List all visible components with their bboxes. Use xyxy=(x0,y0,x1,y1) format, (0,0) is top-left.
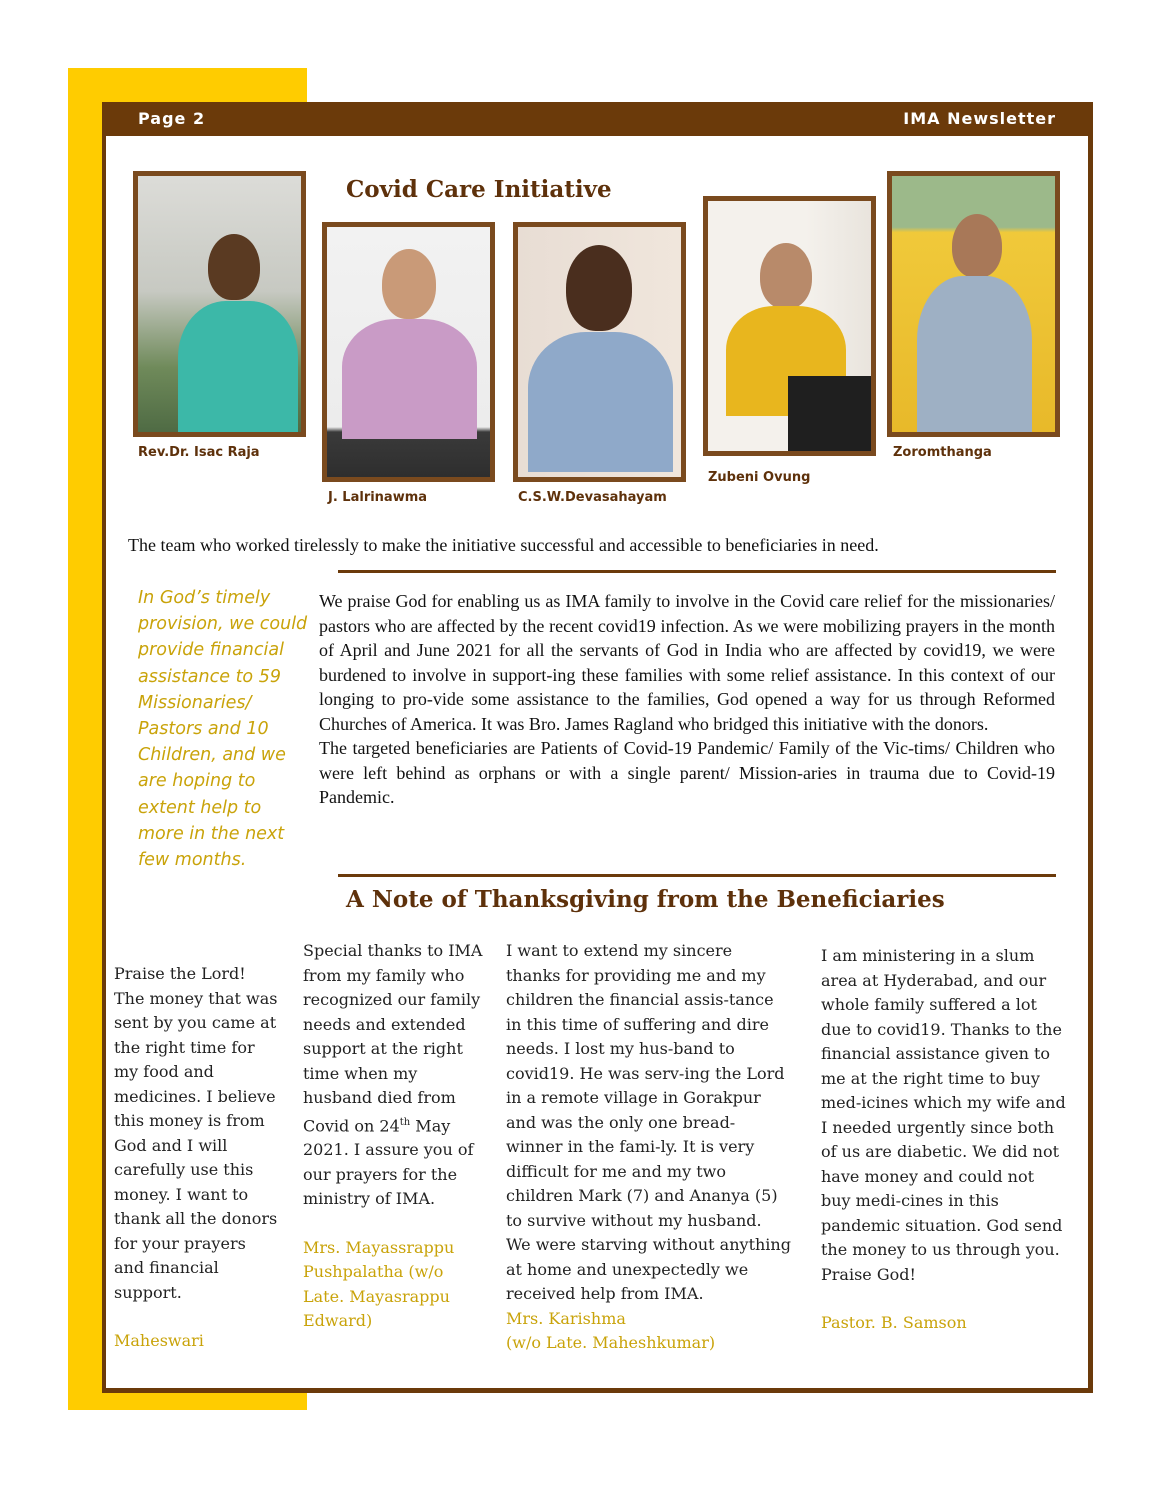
note-text xyxy=(303,939,488,1212)
note-signature: Maheswari xyxy=(114,1331,204,1350)
caption-isac-raja: Rev.Dr. Isac Raja xyxy=(138,445,260,460)
article-paragraph: The targeted beneficiaries are Patients of Covid-19 Pandemic/ Family of the Vic-tims/ Children who were left behind as orphans or with a single parent/ Mission-aries in trauma due to Covid-19 Pandemic. xyxy=(319,738,1055,807)
page-number: Page 2 xyxy=(138,109,206,128)
photo-lalrinawma xyxy=(322,222,495,482)
photo-isac-raja xyxy=(133,171,306,437)
caption-lalrinawma: J. Lalrinawma xyxy=(328,490,428,505)
note-text-part: Special thanks to IMA from my family who recognized our family needs and extended support at the right time when my husband died from Covid on 24 xyxy=(303,941,483,1135)
header-bar xyxy=(102,102,1092,136)
note-text: Praise the Lord! The money that was sent by you came at the right time for my food and medicines. I believe this money is from God and I will carefully use this money. I want to thank all the donors for your prayers and financial support. xyxy=(114,964,278,1302)
pull-quote: In God’s timely provision, we could provide financial assistance to 59 Missionaries/ Pastors and 10 Children, and we are hoping to extent help to more in the next few months. xyxy=(138,588,308,871)
note-column-4 xyxy=(821,944,1066,1336)
note-signature: Mrs. Karishma xyxy=(506,1308,626,1328)
section-title-thanksgiving: A Note of Thanksgiving from the Beneficiaries xyxy=(346,886,945,913)
note-column-2 xyxy=(303,939,488,1334)
caption-devasahayam: C.S.W.Devasahayam xyxy=(518,490,667,505)
note-column-3 xyxy=(506,939,791,1356)
article-paragraph: We praise God for enabling us as IMA family to involve in the Covid care relief for the missionaries/ pastors who are affected by the recent covid19 infection. As we were mobilizing prayers in the month of April and June 2021 for all the servants of God in India who are affected by covid19, we were burdened to involve in support-ing these families with some relief assistance. In this context of our longing to pro-vide some assistance to the families, God opened a way for us through Reformed Churches of America. It was Bro. James Ragland who bridged this initiative with the donors. xyxy=(319,591,1055,734)
divider-rule xyxy=(338,874,1056,877)
note-text: I am ministering in a slum area at Hyderabad, and our whole family suffered a lot due to covid19. Thanks to the financial assistance given to me at the right time to buy med-icines which my wife and I needed urgently since both of us are diabetic. We did not have money and could not buy medi-cines in this pandemic situation. God send the money to us through you. Praise God! xyxy=(821,946,1066,1284)
superscript: th xyxy=(399,1116,411,1128)
photo-devasahayam xyxy=(513,222,686,482)
newsletter-title: IMA Newsletter xyxy=(903,109,1056,128)
divider-rule xyxy=(338,570,1056,573)
note-signature: Pastor. B. Samson xyxy=(821,1313,967,1332)
note-text-part: May 2021. I assure you of our prayers for the ministry of IMA. xyxy=(303,1115,474,1209)
note-signature-line2: (w/o Late. Maheshkumar) xyxy=(506,1333,716,1352)
section-title-covid-care: Covid Care Initiative xyxy=(346,176,612,203)
article-body xyxy=(319,589,1055,810)
note-signature: Mrs. Mayassrappu Pushpalatha (w/o Late. Mayasrappu Edward) xyxy=(303,1237,455,1331)
photo-zoromthanga xyxy=(887,171,1060,437)
note-column-1 xyxy=(114,962,279,1354)
caption-zubeni-ovung: Zubeni Ovung xyxy=(708,470,811,485)
team-caption: The team who worked tirelessly to make the initiative successful and accessible to beneficiaries in need. xyxy=(128,535,879,555)
note-text: I want to extend my sincere thanks for providing me and my children the financial assis-tance in this time of suffering and dire needs. I lost my hus-band to covid19. He was serv-ing the Lord in a remote village in Gorakpur and was the only one bread-winner in the fami-ly. It is very difficult for me and my two children Mark (7) and Ananya (5) to survive without my husband. We were starving without anything at home and unexpectedly we received help from IMA. xyxy=(506,941,791,1303)
photo-zubeni-ovung xyxy=(703,196,876,456)
caption-zoromthanga: Zoromthanga xyxy=(893,445,992,460)
